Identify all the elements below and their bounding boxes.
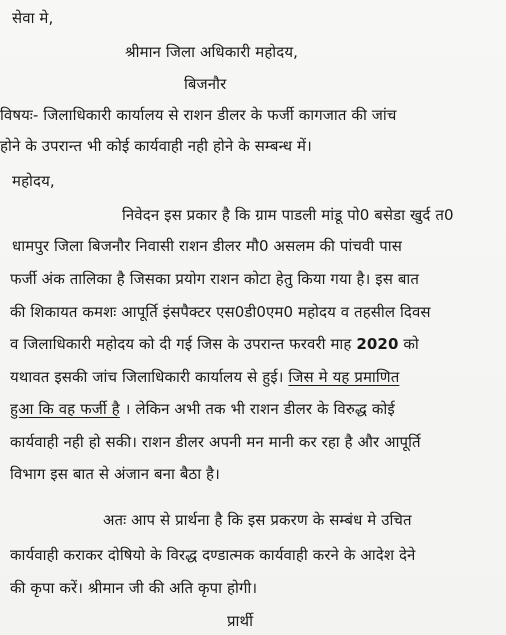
body-line-6-text: यथावत इसकी जांच जिलाधिकारी कार्यालय से हुई। (10, 368, 284, 386)
body-line-5 (10, 334, 419, 354)
body-line-9: विभाग इस बात से अंजान बना बैठा है। (10, 465, 220, 483)
body-line-12: की कृपा करें। श्रीमान जी की अति कृपा होगी। (10, 579, 258, 597)
body-line-5-end: को (403, 335, 419, 353)
underlined-fake-text: हुआ कि वह फर्जी है (10, 400, 120, 418)
closing: प्रार्थी (227, 612, 254, 630)
recipient-place: बिजनौर (184, 75, 227, 93)
body-line-5-text: व जिलाधिकारी महोदय को दी गई जिस के उपरान्त फरवरी माह (10, 335, 352, 353)
salutation-to: सेवा मे, (12, 9, 54, 27)
body-line-7 (10, 399, 395, 419)
body-line-3: फर्जी अंक तालिका है जिसका प्रयोग राशन कोटा हेतु किया गया है। इस बात (10, 270, 420, 288)
year-text: 2020 (356, 335, 399, 353)
body-line-2: धामपुर जिला बिजनौर निवासी राशन डीलर मौ0 असलम की पांचवी पास (12, 237, 402, 255)
body-line-8: कार्यवाही नही हो सकी। राशन डीलर अपनी मन मानी कर रहा है और आपूर्ति (10, 433, 421, 451)
underlined-proof-text: जिस मे यह प्रमाणित (288, 368, 400, 386)
subject-line-2: होने के उपरान्त भी कोई कार्यवाही नही होने के सम्बन्ध में। (0, 137, 312, 155)
greeting: महोदय, (12, 172, 55, 190)
body-line-4: की शिकायत कमशः आपूर्ति इंसपैक्टर एस0डी0एम0 महोदय व तहसील दिवस (10, 303, 431, 321)
body-line-11: कार्यवाही कराकर दोषियो के विरद्ध दण्डात्मक कार्यवाही करने के आदेश देने (10, 546, 416, 564)
subject-line-1: विषयः- जिलाधिकारी कार्यालय से राशन डीलर के फर्जी कागजात की जांच (0, 106, 397, 124)
body-line-1: निवेदन इस प्रकार है कि ग्राम पाडली मांडू पो0 बसेडा खुर्द त0 (122, 206, 454, 224)
body-line-10: अतः आप से प्रार्थना है कि इस प्रकरण के सम्बंध मे उचित (103, 511, 412, 529)
recipient-title: श्रीमान जिला अधिकारी महोदय, (125, 43, 299, 61)
body-line-7-text: । लेकिन अभी तक भी राशन डीलर के विरुद्ध कोई (124, 400, 395, 418)
body-line-6 (10, 367, 399, 387)
